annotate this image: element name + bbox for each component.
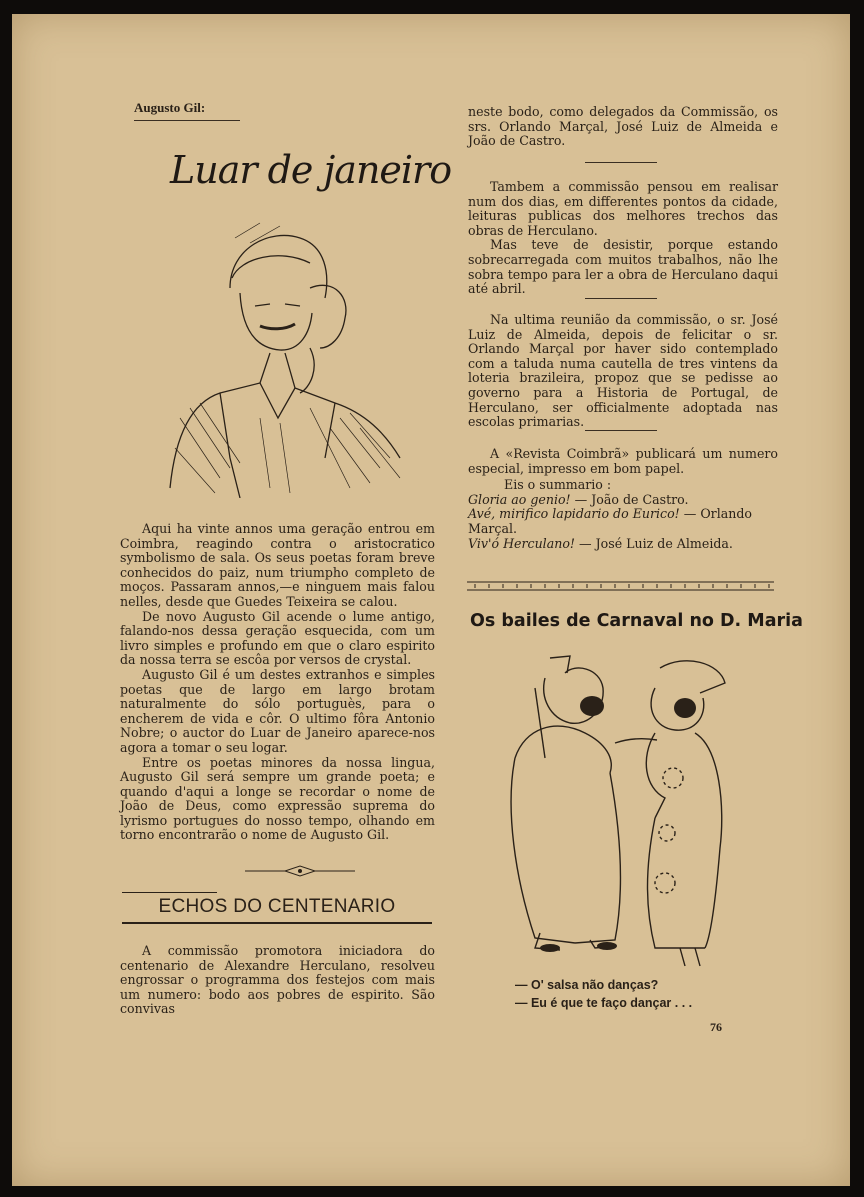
review-paragraph-1: Aqui ha vinte annos uma geração entrou em Coimbra, reagindo contra o aristocratico symbolismo de sala. Os seus poetas foram breve conhecidos do paiz, num triumpho completo de moços. Passaram annos,—e ninguem mais falou nelles, desde que Guedes Teixeira se calou. xyxy=(120,521,435,609)
right-paragraph-4: Na ultima reunião da commissão, o sr. José Luiz de Almeida, depois de felicitar o sr. Orlando Marçal por haver sido contemplado com a taluda numa cautella de tres vintens da loteria brazileira, propoz que se pedisse ao governo para a Historia de Portugal, de Herculano, ser officialmente adoptada nas escolas primarias. xyxy=(468,312,778,430)
review-text xyxy=(120,522,435,843)
right-paragraph-5: A «Revista Coimbrã» publicará um numero especial, impresso em bom papel. xyxy=(468,446,778,476)
ornament-divider xyxy=(245,864,355,878)
echos-rule-bottom xyxy=(122,922,432,924)
summary-item-3-author: — José Luiz de Almeida. xyxy=(579,535,733,551)
cartoon-caption-1: — O' salsa não danças? xyxy=(515,978,659,992)
review-paragraph-3: Augusto Gil é um destes extranhos e simples poetas que de largo em largo brotam naturalmente do sólo portuguès, para o encherem de vida e côr. O ultimo fôra Antonio Nobre; o auctor do Luar de Janeiro aparece-nos agora a tomar o seu logar. xyxy=(120,666,435,755)
carnival-cartoon-illustration xyxy=(495,648,745,968)
right-paragraph-2: Tambem a commissão pensou em realisar num dos dias, em differentes pontos da cidade, leituras publicas dos melhores trechos das obras de Herculano. xyxy=(468,179,778,238)
echos-rule-top xyxy=(122,892,217,893)
decorative-dash-border xyxy=(467,580,774,592)
divider-1 xyxy=(585,162,657,163)
echos-heading: ECHOS DO CENTENARIO xyxy=(158,896,396,917)
summary-item-2 xyxy=(468,507,778,536)
review-paragraph-4: Entre os poetas minores da nossa lingua, Augusto Gil será sempre um grande poeta; e quando d'aqui a longe se recordar o nome de João de Deus, como expressão suprema do lyrismo portugues do nosso tempo, olhando em torno encontrarão o nome de Augusto Gil. xyxy=(120,754,435,843)
right-column-block-3 xyxy=(468,313,778,430)
summary-item-1-author: — João de Castro. xyxy=(574,491,689,507)
review-paragraph-2: De novo Augusto Gil acende o lume antigo, falando-nos dessa geração esquecida, com um livro simples e profundo em que o claro espirito da nossa terra se escôa por versos de crystal. xyxy=(120,608,435,668)
divider-3 xyxy=(585,430,657,431)
summary-item-1-title: Gloria ao genio! xyxy=(468,491,571,507)
portrait-illustration xyxy=(160,218,405,498)
summary-item-3 xyxy=(468,537,778,552)
right-paragraph-3: Mas teve de desistir, porque estando sobrecarregada com muitos trabalhos, não lhe sobra tempo para ler a obra de Herculano daqui até abril. xyxy=(468,237,778,297)
summary-item-3-title: Viv'ó Herculano! xyxy=(468,535,575,551)
summary-item-2-author: — Orlando Marçal. xyxy=(468,506,752,536)
right-column-block-2 xyxy=(468,180,778,297)
author-heading: Augusto Gil: xyxy=(134,100,240,121)
right-column-block-4 xyxy=(468,447,778,551)
cartoon-caption-2: — Eu é que te faço dançar . . . xyxy=(515,996,693,1010)
summary-item-1 xyxy=(468,493,778,508)
poem-title: Luar de janeiro xyxy=(170,148,452,192)
right-column-top xyxy=(468,105,778,149)
divider-2 xyxy=(585,298,657,299)
right-paragraph-1: neste bodo, como delegados da Commissão, os srs. Orlando Marçal, José Luiz de Almeida e João de Castro. xyxy=(468,104,778,149)
carnaval-heading: Os bailes de Carnaval no D. Maria xyxy=(470,611,803,631)
summary-item-2-title: Avé, mirifico lapidario do Eurico! xyxy=(468,506,680,522)
echos-paragraph: A commissão promotora iniciadora do centenario de Alexandre Herculano, resolveu engrossar o programma dos festejos com mais um numero: bodo aos pobres de espirito. São convivas xyxy=(120,943,435,1017)
summary-intro: Eis o summario : xyxy=(504,477,612,493)
echos-text xyxy=(120,944,435,1017)
page-number: 76 xyxy=(710,1020,722,1034)
